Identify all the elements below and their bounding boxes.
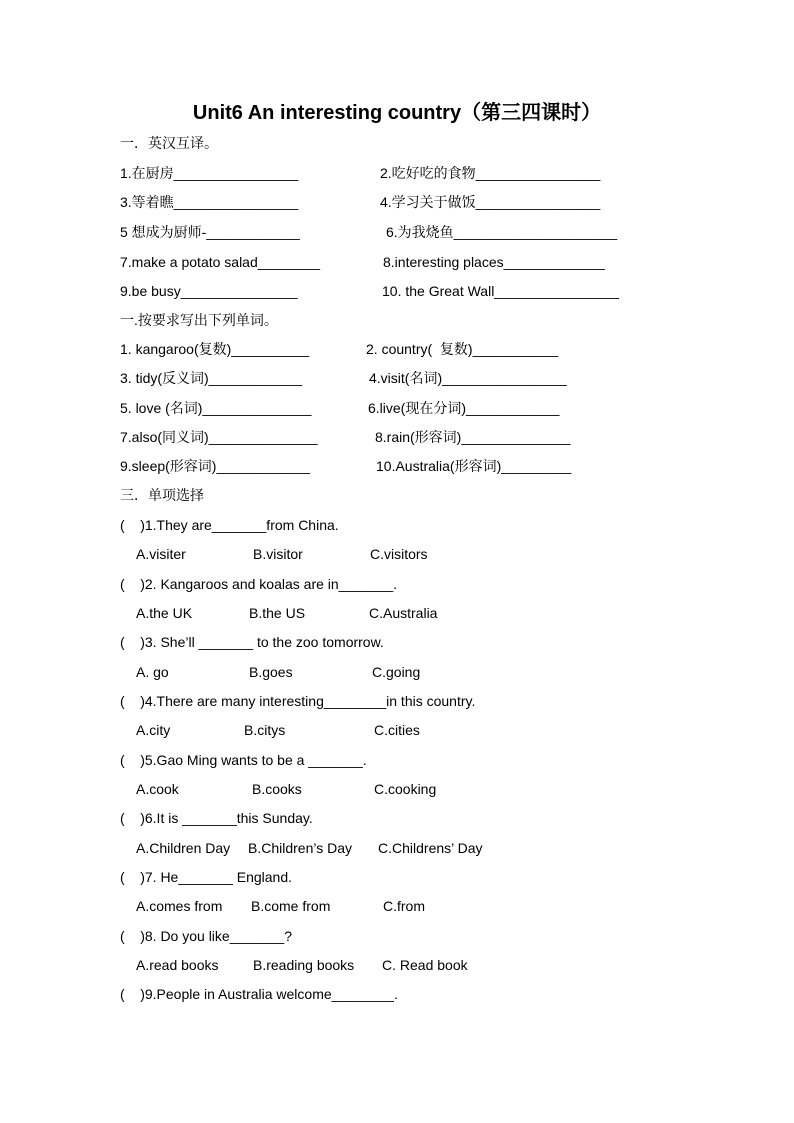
question-9: ( )9.People in Australia welcome________. — [120, 986, 398, 1002]
section1-item-7: 7.make a potato salad________ — [120, 254, 321, 270]
question-8-option-c: C. Read book — [382, 957, 468, 973]
section2-item-1: 1. kangaroo(复数)__________ — [120, 341, 310, 357]
question-3-option-c: C.going — [372, 664, 421, 680]
question-7-option-c: C.from — [383, 898, 425, 914]
question-2-option-c: C.Australia — [369, 605, 438, 621]
question-1: ( )1.They are_______from China. — [120, 517, 339, 533]
question-4-option-b: B.citys — [244, 722, 286, 738]
question-8-option-a: A.read books — [136, 957, 219, 973]
question-4: ( )4.There are many interesting________in this country. — [120, 693, 476, 709]
section1-item-9: 9.be busy_______________ — [120, 283, 298, 299]
question-6: ( )6.It is _______this Sunday. — [120, 810, 313, 826]
section2-item-7: 7.also(同义词)______________ — [120, 429, 318, 445]
question-7-option-b: B.come from — [251, 898, 331, 914]
section2-item-4: 4.visit(名词)________________ — [369, 370, 567, 386]
question-3-option-b: B.goes — [249, 664, 293, 680]
question-8-option-b: B.reading books — [253, 957, 355, 973]
question-3-option-a: A. go — [136, 664, 169, 680]
section1-item-5: 5 想成为厨师-____________ — [120, 224, 300, 240]
question-7-option-a: A.comes from — [136, 898, 223, 914]
section2-item-5: 5. love (名词)______________ — [120, 400, 312, 416]
section1-item-6: 6.为我烧鱼_____________________ — [386, 224, 618, 240]
question-7: ( )7. He_______ England. — [120, 869, 293, 885]
section2-item-10: 10.Australia(形容词)_________ — [376, 458, 572, 474]
section1-heading: 一．英汉互译。 — [120, 135, 218, 151]
section2-item-3: 3. tidy(反义词)____________ — [120, 370, 303, 386]
question-1-option-a: A.visiter — [136, 546, 186, 562]
section2-item-6: 6.live(现在分词)____________ — [368, 400, 560, 416]
section3-heading: 三．单项选择 — [120, 487, 204, 503]
section1-item-2: 2.吃好吃的食物________________ — [380, 165, 601, 181]
question-1-option-c: C.visitors — [370, 546, 428, 562]
question-5-option-b: B.cooks — [252, 781, 302, 797]
page-title: Unit6 An interesting country（第三四课时） — [192, 102, 602, 124]
question-4-option-a: A.city — [136, 722, 171, 738]
section2-item-2: 2. country( 复数)___________ — [366, 341, 559, 357]
section2-item-8: 8.rain(形容词)______________ — [375, 429, 571, 445]
question-5-option-c: C.cooking — [374, 781, 437, 797]
section1-item-4: 4.学习关于做饭________________ — [380, 194, 601, 210]
section2-item-9: 9.sleep(形容词)____________ — [120, 458, 310, 474]
section2-heading: 一.按要求写出下列单词。 — [120, 312, 278, 328]
question-1-option-b: B.visitor — [253, 546, 303, 562]
question-5-option-a: A.cook — [136, 781, 179, 797]
question-2: ( )2. Kangaroos and koalas are in_______. — [120, 576, 398, 592]
question-2-option-b: B.the US — [249, 605, 306, 621]
question-6-option-b: B.Children’s Day — [248, 840, 353, 856]
section1-item-1: 1.在厨房________________ — [120, 165, 299, 181]
question-8: ( )8. Do you like_______? — [120, 928, 292, 944]
section1-item-3: 3.等着瞧________________ — [120, 194, 299, 210]
question-6-option-a: A.Children Day — [136, 840, 231, 856]
section1-item-10: 10. the Great Wall________________ — [382, 283, 619, 299]
question-3: ( )3. She’ll _______ to the zoo tomorrow. — [120, 634, 384, 650]
question-2-option-a: A.the UK — [136, 605, 193, 621]
question-6-option-c: C.Childrens’ Day — [378, 840, 483, 856]
question-5: ( )5.Gao Ming wants to be a _______. — [120, 752, 367, 768]
question-4-option-c: C.cities — [374, 722, 420, 738]
section1-item-8: 8.interesting places_____________ — [383, 254, 605, 270]
